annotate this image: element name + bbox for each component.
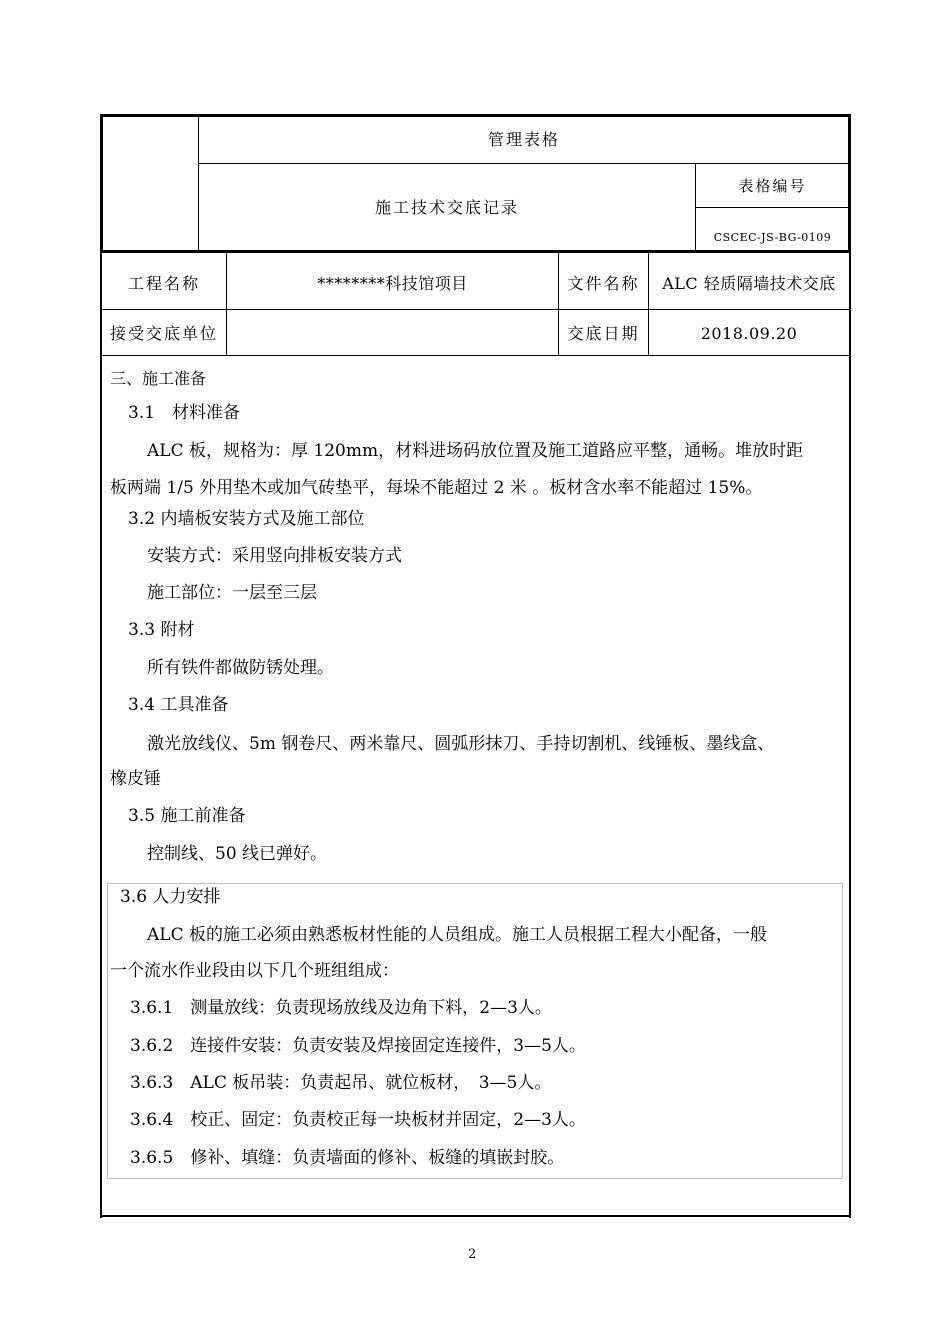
project-name-label: 工程名称 [127,274,200,293]
s34-title: 3.4 工具准备 [128,695,229,715]
record-title: 施工技术交底记录 [374,198,519,217]
s36-title: 3.6 人力安排 [120,887,221,907]
s35-title: 3.5 施工前准备 [128,806,246,826]
s363-item: 3.6.3 ALC 板吊装：负责起吊、就位板材， 3—5人。 [130,1073,552,1093]
s31-title: 3.1 材料准备 [128,403,241,423]
s36-paragraph-2: 一个流水作业段由以下几个班组组成： [110,961,399,981]
file-name-label: 文件名称 [567,274,640,293]
s32-paragraph-1: 安装方式：采用竖向排板安装方式 [147,546,402,566]
s33-paragraph-1: 所有铁件都做防锈处理。 [147,658,334,678]
s362-item: 3.6.2 连接件安装：负责安装及焊接固定连接件，3—5人。 [130,1036,586,1056]
s361-item: 3.6.1 测量放线：负责现场放线及边角下料，2—3人。 [130,998,552,1018]
form-number-label: 表格编号 [738,177,807,195]
s36-paragraph-1: ALC 板的施工必须由熟悉板材性能的人员组成。施工人员根据工程大小配备，一般 [147,925,767,945]
s34-paragraph-1: 激光放线仪、5m 钢卷尺、两米靠尺、圆弧形抹刀、手持切割机、线锤板、墨线盒、 [147,734,775,754]
page-number: 2 [468,1247,477,1262]
s365-item: 3.6.5 修补、填缝：负责墙面的修补、板缝的填嵌封胶。 [130,1148,565,1168]
form-number: CSCEC-JS-BG-0109 [713,231,832,244]
s31-paragraph-1: ALC 板，规格为：厚 120mm，材料进场码放位置及施工道路应平整，通畅。堆放时距 [147,441,804,461]
s32-title: 3.2 内墙板安装方式及施工部位 [128,509,365,529]
project-name-value: ********科技馆项目 [317,274,468,293]
s364-item: 3.6.4 校正、固定：负责校正每一块板材并固定，2—3人。 [130,1110,586,1130]
s32-paragraph-2: 施工部位：一层至三层 [147,583,317,603]
s35-paragraph-1: 控制线、50 线已弹好。 [147,844,328,864]
s31-paragraph-2: 板两端 1/5 外用垫木或加气砖垫平，每垛不能超过 2 米 。板材含水率不能超过 15%。 [110,478,763,498]
table-bottom-border [100,1215,851,1217]
file-name-value: ALC 轻质隔墙技术交底 [662,274,836,293]
date-label: 交底日期 [567,324,640,343]
receiving-unit-label: 接受交底单位 [109,324,218,343]
date-value: 2018.09.20 [700,324,798,343]
section-title: 三、施工准备 [110,369,207,388]
management-form-title: 管理表格 [487,130,560,149]
s34-paragraph-2: 橡皮锤 [110,769,161,789]
s33-title: 3.3 附材 [128,620,195,640]
